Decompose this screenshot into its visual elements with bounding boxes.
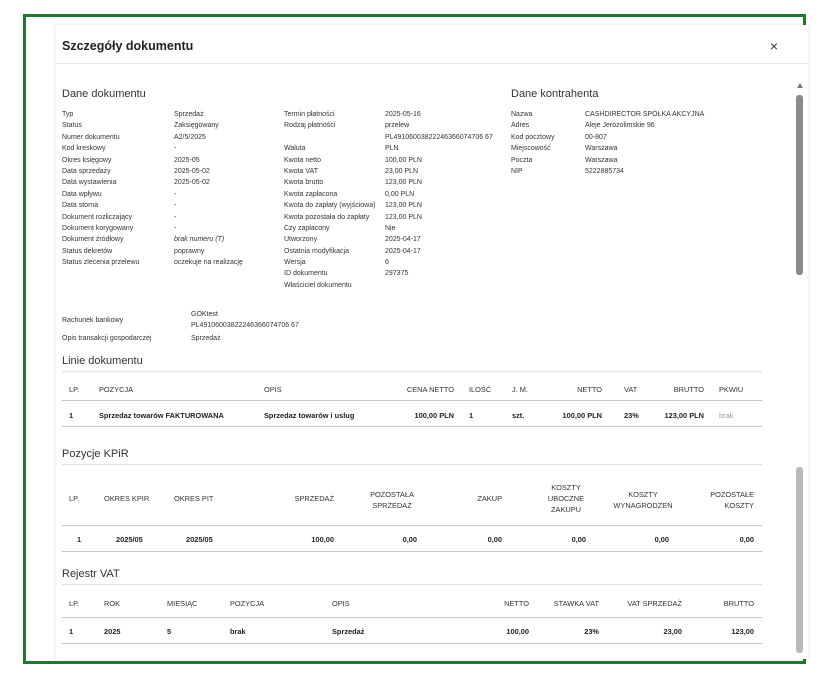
kv-item: 0,00 PLN [385,190,415,198]
kv-item: Data storna [62,202,99,210]
kv-item [284,132,375,143]
contractor-labels [511,109,555,177]
table-cell: 0,00 [571,535,586,544]
table-cell: 0,00 [739,535,754,544]
close-icon[interactable]: × [769,38,779,54]
kv-item: Adres [511,122,530,130]
kv-item: 297375 [385,270,409,278]
table-cell: szt. [512,411,525,420]
kv-item: 00-807 [585,133,607,141]
contractor-values [585,109,704,177]
table-cell: 2025/05 [186,535,213,544]
column-header: OPIS [264,385,282,394]
table-cell: Sprzedaż [332,627,365,636]
column-header: J. M. [512,385,529,394]
kv-item: 23,00 PLN [385,167,419,175]
kv-item: Czy zapłacony [284,224,330,232]
column-header: VAT SPRZEDAŻ [627,599,682,608]
column-header: POZYCJA [230,599,265,608]
scrollbar-track-lower[interactable] [796,467,803,653]
kv-item: Kod pocztowy [511,133,555,141]
kv-item: przelew [385,122,410,130]
highlight-frame [23,14,806,664]
kv-item: Data wpływu [62,190,102,198]
transaction-description-label: Opis transakcji gospodarczej [62,335,152,342]
modal-content [62,75,772,659]
table-cell: 123,00 PLN [664,411,704,420]
kv-item: Ostatnia modyfikacja [284,247,349,255]
table-row[interactable] [62,401,762,427]
scroll-up-arrow-icon[interactable] [797,83,803,88]
column-header: KOSZTY WYNAGRODZEŃ [613,490,673,510]
kv-item: Kwota VAT [284,167,318,175]
kv-item: ID dokumentu [284,270,328,278]
kv-item: Poczta [511,156,533,164]
kv-item: Status [62,122,82,130]
kv-item: Właściciel dokumentu [284,281,352,289]
document-details-modal [56,25,808,659]
kv-item: Utworzony [284,236,318,244]
divider [56,63,808,64]
table-cell: 23,00 [663,627,682,636]
kv-item: 2025-05-02 [174,167,210,175]
kv-item: - [174,224,177,232]
kv-item: 100,00 PLN [385,156,422,164]
table-cell: 23% [624,411,639,420]
kv-item: Data sprzedaży [62,167,111,175]
table-cell: 123,00 [731,627,754,636]
table-cell: 100,00 PLN [562,411,602,420]
kv-item: Typ [62,111,74,118]
section-document-data-title: Dane dokumentu [62,88,146,100]
kv-item: 2025-05-02 [174,179,210,187]
table-cell: 23% [584,627,599,636]
kv-item: Dokument rozliczający [62,213,133,221]
kv-item: 2025-05-16 [385,111,421,118]
section-contractor-title: Dane kontrahenta [511,88,599,100]
table-cell: Sprzedaz towarów FAKTUROWANA [99,411,224,420]
kv-item: Sprzedaż [174,111,204,118]
table-cell: 1 [469,411,474,420]
document-values-col1 [174,109,243,268]
kv-item: PL49106003822246366074706 67 [385,133,493,141]
kv-item: Wersja [284,259,306,267]
column-header: CENA NETTO [406,385,454,394]
column-header: ROK [104,599,121,608]
kv-item: Data wystawienia [62,179,117,187]
column-header: OKRES KPIR [104,494,150,503]
kv-item: 2025-04-17 [385,247,421,255]
table-row[interactable] [62,618,762,644]
kv-item: Zaksięgowany [174,122,219,130]
table-cell: brak [719,411,734,420]
kv-item: Numer dokumentu [62,133,120,141]
table-cell: 0,00 [654,535,669,544]
kv-item: CASHDIRECTOR SPÓŁKA AKCYJNA [585,111,705,118]
kv-item: Miejscowość [511,145,551,153]
table-cell: 0,00 [487,535,502,544]
column-header: BRUTTO [723,599,754,608]
kv-item: Rodzaj płatności [284,122,336,130]
bank-name: GOKtest [191,311,218,318]
table-header [62,371,762,401]
kv-item [385,280,493,291]
table-cell: 2025/05 [116,535,143,544]
table-header [62,464,762,526]
table-cell: 1 [69,411,74,420]
kv-item: Warszawa [585,156,618,164]
table-cell: brak [230,627,246,636]
vertical-scrollbar[interactable] [796,81,803,659]
kv-item: 2025-04-17 [385,236,421,244]
kv-item: - [174,190,177,198]
kv-item: Status dekretów [62,247,113,255]
kv-item: 2025-05 [174,156,200,164]
column-header: VAT [624,385,638,394]
kv-item: Kwota do zapłaty (wyjściowa) [284,202,376,210]
document-labels-col1 [62,109,139,268]
table-header [62,584,762,618]
document-labels-col2 [284,109,375,291]
kv-item: Kwota pozostała do zapłaty [284,213,370,221]
kv-item: Aleje Jerozolimskie 96 [585,122,655,130]
kv-item: - [174,202,177,210]
column-header: STAWKA VAT [553,599,599,608]
kv-item: Okres księgowy [62,156,112,164]
kv-item: Warszawa [585,145,618,153]
column-header: NETTO [504,599,529,608]
kv-item: Dokument źródłowy [62,236,124,244]
column-header: BRUTTO [673,385,704,394]
kv-item: - [174,145,177,153]
kv-item: NIP [511,167,523,175]
table-cell: 0,00 [402,535,417,544]
section-lines-title: Linie dokumentu [62,355,143,367]
kv-item: poprawny [174,247,205,255]
table-cell: 100,00 PLN [414,411,454,420]
kv-item: 123,00 PLN [385,179,422,187]
column-header: PKWIU [719,385,744,394]
scrollbar-thumb[interactable] [796,95,803,275]
transaction-description-value: Sprzedaż [191,335,221,342]
kv-item: Dokument korygowany [62,224,134,232]
column-header: KOSZTY UBOCZNE ZAKUPU [547,483,585,514]
section-kpir-title: Pozycje KPiR [62,448,129,460]
modal-title: Szczegóły dokumentu [62,39,194,53]
column-header: OKRES PIT [174,494,214,503]
table-cell: 100,00 [311,535,334,544]
column-header: OPIS [332,599,350,608]
kv-item: Nie [385,224,396,232]
column-header: LP. [69,494,80,503]
kv-item: PLN [385,145,399,153]
kv-item: 123,00 PLN [385,213,422,221]
bank-account-label: Rachunek bankowy [62,317,124,324]
kv-item: brak numeru (T) [174,236,225,244]
column-header: NETTO [577,385,602,394]
kv-item: 6 [385,259,389,267]
table-row[interactable] [62,526,762,552]
kv-item: Waluta [284,145,306,153]
column-header: POZOSTAŁE KOSZTY [710,490,754,510]
table-cell: 100,00 [506,627,529,636]
kv-item: 123,00 PLN [385,202,422,210]
column-header: MIESIĄC [167,599,198,608]
section-vat-title: Rejestr VAT [62,568,120,580]
column-header: ILOŚĆ [469,385,492,394]
kv-item: Kwota netto [284,156,321,164]
column-header: LP. [69,599,80,608]
column-header: POZOSTAŁA SPRZEDAŻ [370,490,414,510]
kv-item: Nazwa [511,111,533,118]
table-cell: 5 [167,627,172,636]
kv-item: Kwota zapłacona [284,190,338,198]
kv-item: 5222885734 [585,167,624,175]
kv-item: Kod kreskowy [62,145,106,153]
bank-account-number: PL49106003822246366074706 67 [191,322,299,329]
kv-item: - [174,213,177,221]
kv-item: Status zlecenia przelewu [62,259,140,267]
table-cell: 2025 [104,627,121,636]
table-cell: Sprzedaz towarów i uslug [264,411,355,420]
column-header: POZYCJA [99,385,134,394]
column-header: ZAKUP [477,494,502,503]
kv-item: oczekuje na realizację [174,259,243,267]
document-values-col2 [385,109,493,291]
kv-item: Termin płatności [284,111,335,118]
kv-item: Kwota brutto [284,179,324,187]
kv-item: A2/5/2025 [174,133,206,141]
column-header: SPRZEDAŻ [294,494,334,503]
table-cell: 1 [77,535,82,544]
table-cell: 1 [69,627,74,636]
column-header: LP. [69,385,80,394]
